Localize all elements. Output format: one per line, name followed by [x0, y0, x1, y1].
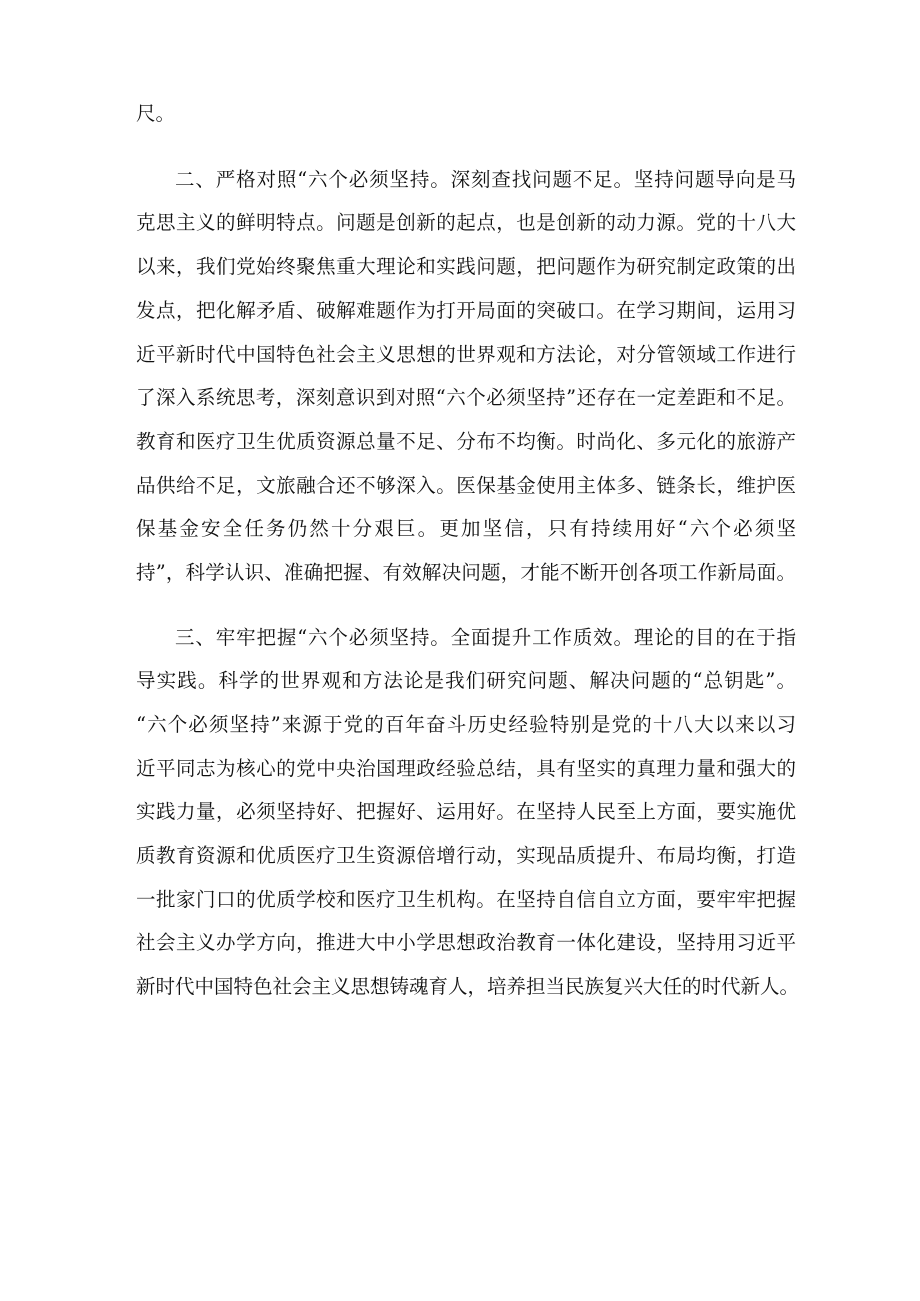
- section3-line: 近平同志为核心的党中央治国理政经验总结，具有坚实的真理力量和强大的: [136, 757, 796, 780]
- section3-line: “六个必须坚持”来源于党的百年奋斗历史经验特别是党的十八大以来以习: [136, 713, 796, 736]
- section2-line: 了深入系统思考，深刻意识到对照“六个必须坚持”还存在一定差距和不足。: [136, 386, 796, 409]
- section3-line: 导实践。科学的世界观和方法论是我们研究问题、解决问题的“总钥匙”。: [136, 669, 796, 692]
- section2-line: 保基金安全任务仍然十分艰巨。更加坚信，只有持续用好“六个必须坚: [136, 517, 796, 540]
- section2-line: 以来，我们党始终聚焦重大理论和实践问题，把问题作为研究制定政策的出: [136, 255, 796, 278]
- section2-line: 持”，科学认识、准确把握、有效解决问题，才能不断开创各项工作新局面。: [136, 561, 796, 584]
- section3-line: 质教育资源和优质医疗卫生资源倍增行动，实现品质提升、布局均衡，打造: [136, 844, 796, 867]
- section3-line: 一批家门口的优质学校和医疗卫生机构。在坚持自信自立方面，要牢牢把握: [136, 888, 796, 911]
- section3-line: 社会主义办学方向，推进大中小学思想政治教育一体化建设，坚持用习近平: [136, 931, 796, 954]
- section3-line: 新时代中国特色社会主义思想铸魂育人，培养担当民族复兴大任的时代新人。: [136, 975, 800, 998]
- section2-line: 品供给不足，文旅融合还不够深入。医保基金使用主体多、链条长，维护医: [136, 474, 796, 497]
- fragment-line: 尺。: [136, 102, 176, 125]
- section3-line: 实践力量，必须坚持好、把握好、运用好。在坚持人民至上方面，要实施优: [136, 800, 796, 823]
- section2-line: 二、严格对照“六个必须坚持。深刻查找问题不足。坚持问题导向是马: [175, 168, 796, 191]
- section2-line: 发点，把化解矛盾、破解难题作为打开局面的突破口。在学习期间，运用习: [136, 299, 796, 322]
- section2-line: 克思主义的鲜明特点。问题是创新的起点，也是创新的动力源。党的十八大: [136, 211, 796, 234]
- section2-line: 近平新时代中国特色社会主义思想的世界观和方法论，对分管领域工作进行: [136, 343, 796, 366]
- section3-line: 三、牢牢把握“六个必须坚持。全面提升工作质效。理论的目的在于指: [175, 626, 796, 649]
- section2-line: 教育和医疗卫生优质资源总量不足、分布不均衡。时尚化、多元化的旅游产: [136, 430, 796, 453]
